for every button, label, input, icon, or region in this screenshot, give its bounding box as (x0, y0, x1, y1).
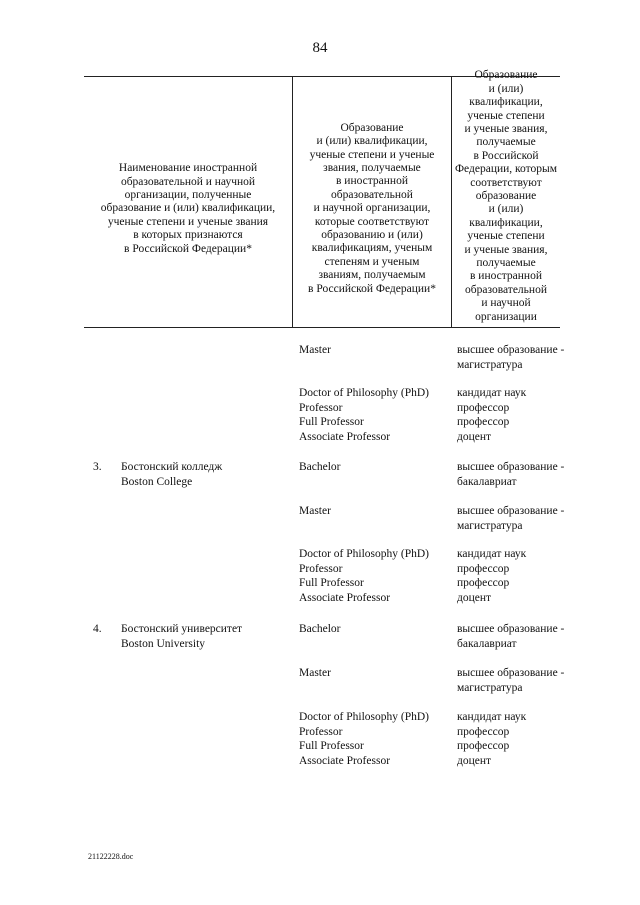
page-number: 84 (312, 40, 328, 56)
row-russian: высшее образование - бакалавриат (457, 623, 565, 650)
row-foreign: Bachelor (299, 461, 341, 473)
row-russian: высшее образование - магистратура (457, 344, 565, 371)
header-col-organization-text: Наименование иностранной образовательной и научной организации, полученные образование и (или) квалификации, ученые степени и ученые звания в которых признаются в Российской Федерации* (100, 162, 276, 255)
row-number: 3. (93, 461, 102, 473)
row-foreign: Master (299, 344, 331, 356)
row-russian: высшее образование - бакалавриат (457, 461, 565, 488)
row-foreign: Doctor of Philosophy (PhD) Professor Full Professor Associate Professor (299, 387, 430, 443)
header-col-organization (84, 80, 292, 256)
header-col-foreign-qualification (293, 80, 451, 296)
row-foreign: Master (299, 505, 331, 517)
header-col-russian-qualification (452, 69, 560, 324)
row-foreign: Doctor of Philosophy (PhD) Professor Full Professor Associate Professor (299, 548, 430, 604)
row-russian: кандидат наук профессор профессор доцент (457, 711, 527, 767)
row-russian: кандидат наук профессор профессор доцент (457, 548, 527, 604)
table-header-bottom-border (84, 327, 560, 328)
row-russian: высшее образование - магистратура (457, 505, 565, 532)
header-col-foreign-qualification-text: Образование и (или) квалификации, ученые степени и ученые звания, получаемые в иностранной образовательной и научной организации, которые соответствуют образованию и (или) квалификациям, ученым степеням и ученым званиям, получаемым в Российской Федерации* (308, 121, 436, 295)
row-organization: Бостонский колледж Boston College (121, 461, 223, 488)
row-organization: Бостонский университет Boston University (121, 623, 243, 650)
row-foreign: Doctor of Philosophy (PhD) Professor Full Professor Associate Professor (299, 711, 430, 767)
row-russian: высшее образование - магистратура (457, 667, 565, 694)
header-col-russian-qualification-text: Образование и (или) квалификации, ученые степени и ученые звания, получаемые в Российской Федерации, которым соответствуют образование и (или) квалификации, ученые степени и ученые звания, получаемые в иностранной образовательной и научной организации (454, 69, 558, 323)
row-russian: кандидат наук профессор профессор доцент (457, 387, 527, 443)
row-number: 4. (93, 623, 102, 635)
footer-filename: 21122228.doc (88, 852, 134, 861)
row-foreign: Bachelor (299, 623, 341, 635)
row-foreign: Master (299, 667, 331, 679)
